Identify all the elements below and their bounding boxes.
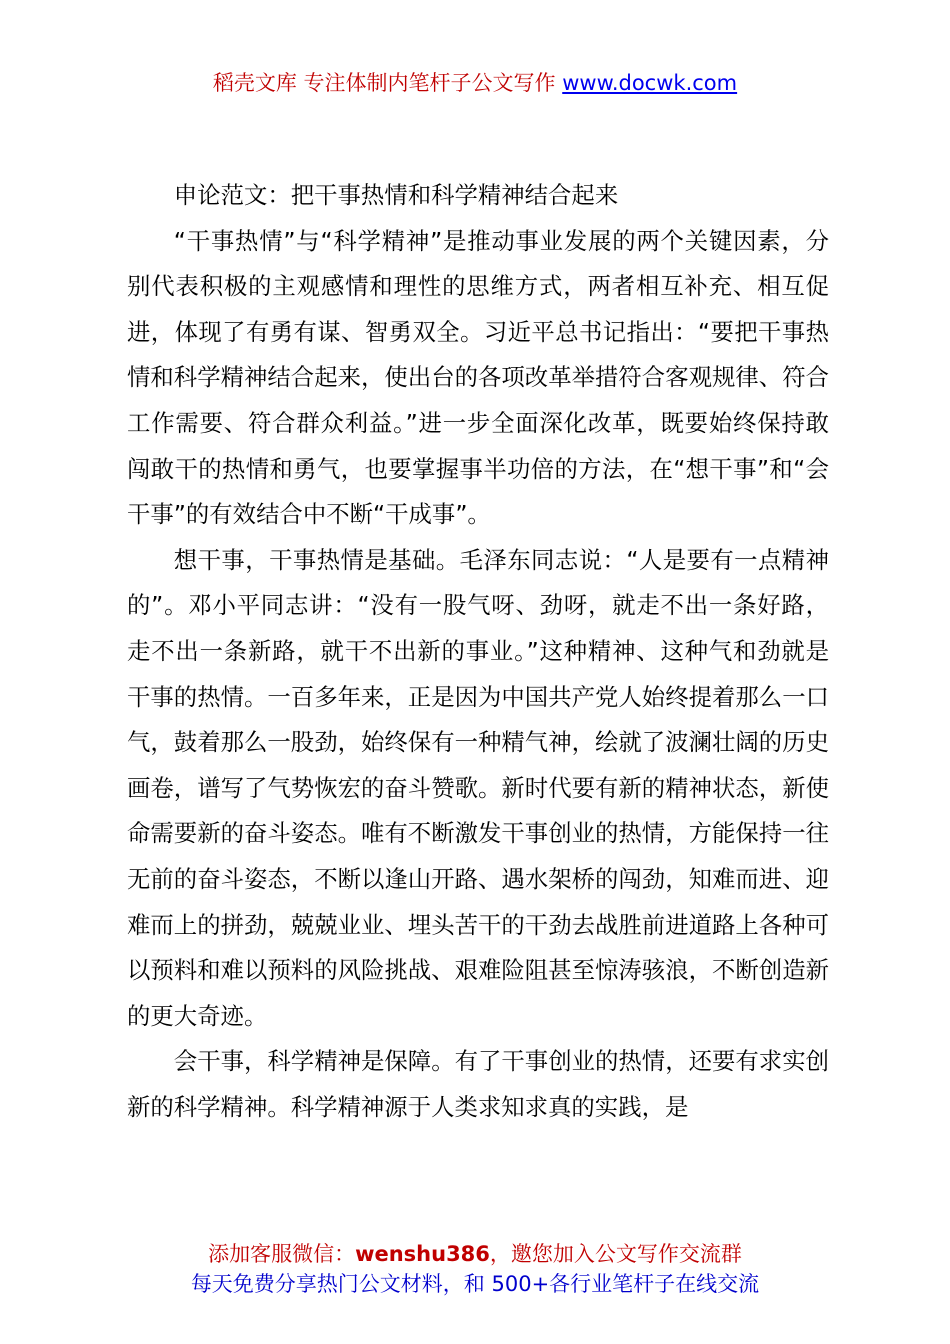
footer-contact-prefix: 添加客服微信： (208, 1242, 356, 1266)
footer-promo-line: 每天免费分享热门公文材料，和 500+各行业笔杆子在线交流 (190, 1272, 760, 1296)
website-link[interactable]: www.docwk.com (562, 71, 738, 95)
article-title: 申论范文：把干事热情和科学精神结合起来 (173, 181, 619, 209)
footer-contact-line (0, 1239, 950, 1269)
footer-contact-suffix: ，邀您加入公文写作交流群 (489, 1242, 742, 1266)
header-text: 稻壳文库 专注体制内笔杆子公文写作 (212, 71, 563, 95)
page-header (0, 68, 950, 98)
page-footer (0, 1239, 950, 1299)
article-body (127, 173, 829, 1130)
wechat-id: wenshu386 (355, 1242, 490, 1266)
article-paragraph: 会干事，科学精神是保障。有了干事创业的热情，还要有求实创新的科学精神。科学精神源于人类求知求真的实践，是 (127, 1047, 829, 1121)
article-paragraph: “干事热情”与“科学精神”是推动事业发展的两个关键因素，分别代表积极的主观感情和理性的思维方式，两者相互补充、相互促进，体现了有勇有谋、智勇双全。习近平总书记指出：“要把干事热情和科学精神结合起来，使出台的各项改革举措符合客观规律、符合工作需要、符合群众利益。”进一步全面深化改革，既要始终保持敢闯敢干的热情和勇气，也要掌握事半功倍的方法，在“想干事”和“会干事”的有效结合中不断“干成事”。 (127, 226, 829, 529)
article-paragraph: 想干事，干事热情是基础。毛泽东同志说：“人是要有一点精神的”。邓小平同志讲：“没有一股气呀、劲呀，就走不出一条好路，走不出一条新路，就干不出新的事业。”这种精神、这种气和劲就是干事的热情。一百多年来，正是因为中国共产党人始终提着那么一口气，鼓着那么一股劲，始终保有一种精气神，绘就了波澜壮阔的历史画卷，谱写了气势恢宏的奋斗赞歌。新时代要有新的精神状态，新使命需要新的奋斗姿态。唯有不断激发干事创业的热情，方能保持一往无前的奋斗姿态，不断以逢山开路、遇水架桥的闯劲，知难而进、迎难而上的拼劲，兢兢业业、埋头苦干的干劲去战胜前进道路上各种可以预料和难以预料的风险挑战、艰难险阻甚至惊涛骇浪，不断创造新的更大奇迹。 (127, 545, 829, 1030)
